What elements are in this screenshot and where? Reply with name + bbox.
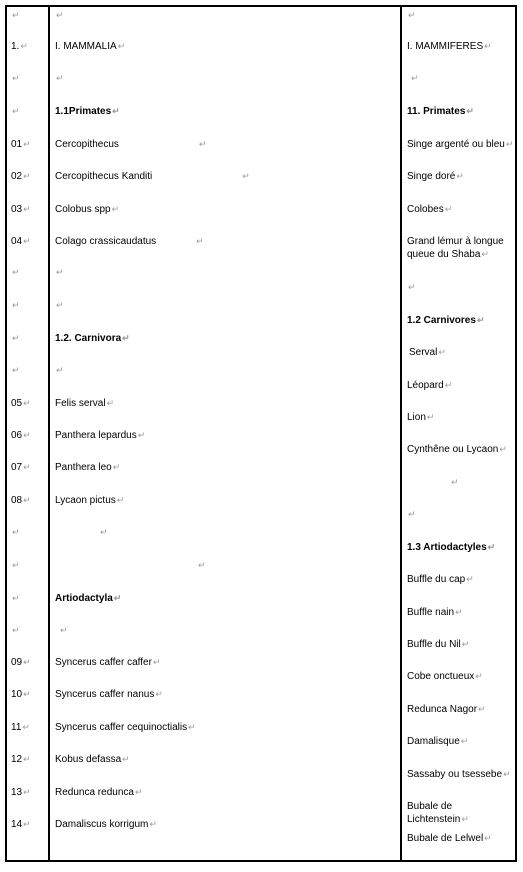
common-name: Cynthêne ou Lycaon↵ — [407, 444, 507, 455]
paragraph-mark: ↵ — [112, 462, 121, 472]
empty-cell — [11, 559, 20, 572]
paragraph-mark: ↵ — [23, 754, 31, 764]
species-name: Kobus defassa↵ — [55, 754, 130, 765]
paragraph-mark: ↵ — [499, 444, 507, 454]
paragraph-mark: ↵ — [111, 204, 120, 214]
paragraph-mark: ↵ — [505, 139, 514, 149]
empty-cell — [407, 508, 515, 521]
row-number: 1.↵ — [11, 41, 28, 52]
empty-cell — [11, 624, 20, 637]
empty-cell — [55, 364, 64, 377]
paragraph-mark: ↵ — [12, 560, 20, 570]
row-number: 04↵ — [11, 236, 31, 247]
paragraph-mark: ↵ — [12, 333, 20, 343]
paragraph-mark: ↵ — [23, 787, 31, 797]
paragraph-mark: ↵ — [152, 657, 161, 667]
subsection-heading: Artiodactyla↵ — [55, 593, 122, 604]
paragraph-mark: ↵ — [426, 412, 435, 422]
paragraph-mark: ↵ — [116, 495, 125, 505]
paragraph-mark: ↵ — [113, 593, 122, 603]
paragraph-mark: ↵ — [106, 398, 115, 408]
empty-cell — [407, 9, 515, 22]
species-name: Felis serval↵ — [55, 398, 115, 409]
species-name: Redunca redunca↵ — [55, 787, 143, 798]
empty-cell — [11, 332, 20, 345]
paragraph-mark: ↵ — [466, 574, 474, 584]
paragraph-mark: ↵ — [438, 347, 446, 357]
paragraph-mark: ↵ — [461, 814, 469, 824]
empty-cell — [11, 9, 20, 22]
common-name: Buffle du Nil↵ — [407, 639, 470, 650]
empty-cell — [407, 476, 515, 489]
row-number: 03↵ — [11, 204, 31, 215]
paragraph-mark: ↵ — [112, 106, 120, 116]
paragraph-mark: ↵ — [155, 689, 163, 699]
paragraph-mark: ↵ — [478, 704, 486, 714]
common-name: Cobe onctueux↵ — [407, 671, 483, 682]
row-number: 13↵ — [11, 787, 31, 798]
common-name: Bubale de Lichtenstein↵ — [407, 801, 469, 825]
empty-cell — [55, 266, 64, 279]
common-name: Lion↵ — [407, 412, 435, 423]
empty-cell — [55, 72, 64, 85]
empty-cell — [11, 299, 20, 312]
empty-cell — [407, 72, 515, 85]
section-heading: I. MAMMIFERES↵ — [407, 41, 492, 52]
paragraph-mark: ↵ — [460, 736, 469, 746]
paragraph-mark: ↵ — [134, 787, 143, 797]
common-name: Colobes↵ — [407, 204, 453, 215]
row-number: 06↵ — [11, 430, 31, 441]
paragraph-mark: ↵ — [198, 139, 207, 149]
empty-cell — [11, 526, 20, 539]
species-name: Syncerus caffer cequinoctialis↵ — [55, 722, 196, 733]
paragraph-mark: ↵ — [100, 527, 108, 537]
paragraph-mark: ↵ — [23, 236, 31, 246]
empty-cell — [55, 526, 108, 539]
common-name: Singe doré↵ — [407, 171, 464, 182]
column-divider-2 — [400, 5, 402, 862]
common-name: Redunca Nagor↵ — [407, 704, 486, 715]
paragraph-mark: ↵ — [408, 509, 416, 519]
paragraph-mark: ↵ — [12, 365, 20, 375]
paragraph-mark: ↵ — [23, 398, 31, 408]
paragraph-mark: ↵ — [196, 236, 204, 246]
paragraph-mark: ↵ — [122, 333, 130, 343]
paragraph-mark: ↵ — [411, 73, 419, 83]
row-number: 12↵ — [11, 754, 31, 765]
paragraph-mark: ↵ — [12, 300, 20, 310]
paragraph-mark: ↵ — [451, 477, 459, 487]
empty-cell — [11, 266, 20, 279]
species-name: Cercopithecus Kanditi ↵ — [55, 171, 250, 182]
paragraph-mark: ↵ — [20, 41, 28, 51]
paragraph-mark: ↵ — [484, 41, 492, 51]
subsection-heading: 1.2 Carnivores↵ — [407, 315, 485, 326]
species-name: Lycaon pictus↵ — [55, 495, 125, 506]
species-name: Colobus spp↵ — [55, 204, 120, 215]
empty-cell — [11, 72, 20, 85]
paragraph-mark: ↵ — [22, 722, 30, 732]
paragraph-mark: ↵ — [198, 560, 206, 570]
paragraph-mark: ↵ — [117, 41, 126, 51]
common-name: Buffle du cap↵ — [407, 574, 474, 585]
species-name: Cercopithecus ↵ — [55, 139, 207, 150]
row-number: 05↵ — [11, 398, 31, 409]
empty-cell — [55, 9, 64, 22]
empty-cell — [11, 364, 20, 377]
row-number: 02↵ — [11, 171, 31, 182]
subsection-heading: 1.3 Artiodactyles↵ — [407, 542, 496, 553]
paragraph-mark: ↵ — [476, 315, 485, 325]
paragraph-mark: ↵ — [12, 73, 20, 83]
paragraph-mark: ↵ — [56, 73, 64, 83]
paragraph-mark: ↵ — [487, 542, 496, 552]
paragraph-mark: ↵ — [408, 282, 416, 292]
paragraph-mark: ↵ — [12, 106, 20, 116]
paragraph-mark: ↵ — [466, 106, 474, 116]
species-name: Damaliscus korrigum↵ — [55, 819, 157, 830]
species-name: Colago crassicaudatus ↵ — [55, 236, 204, 247]
paragraph-mark: ↵ — [12, 267, 20, 277]
paragraph-mark: ↵ — [23, 430, 31, 440]
empty-cell — [55, 624, 68, 637]
paragraph-mark: ↵ — [455, 607, 463, 617]
paragraph-mark: ↵ — [12, 593, 20, 603]
paragraph-mark: ↵ — [56, 300, 64, 310]
empty-cell — [407, 281, 515, 294]
common-name: Serval↵ — [409, 347, 446, 358]
species-name: Panthera lepardus↵ — [55, 430, 146, 441]
paragraph-mark: ↵ — [481, 249, 489, 259]
paragraph-mark: ↵ — [475, 671, 483, 681]
paragraph-mark: ↵ — [137, 430, 146, 440]
row-number: 10↵ — [11, 689, 31, 700]
empty-cell — [11, 592, 20, 605]
column-divider-1 — [48, 5, 50, 862]
species-name: Syncerus caffer caffer↵ — [55, 657, 161, 668]
common-name: Léopard↵ — [407, 380, 453, 391]
subsection-heading: 1.2. Carnivora↵ — [55, 333, 130, 344]
empty-cell — [55, 299, 64, 312]
row-number: 01↵ — [11, 139, 31, 150]
paragraph-mark: ↵ — [456, 171, 464, 181]
common-name: Bubale de Lelwel↵ — [407, 833, 492, 844]
paragraph-mark: ↵ — [23, 139, 31, 149]
paragraph-mark: ↵ — [503, 769, 511, 779]
common-name: Buffle nain↵ — [407, 607, 463, 618]
paragraph-mark: ↵ — [484, 833, 492, 843]
paragraph-mark: ↵ — [56, 365, 64, 375]
paragraph-mark: ↵ — [23, 657, 31, 667]
row-number: 11↵ — [11, 722, 30, 733]
subsection-heading: 1.1Primates↵ — [55, 106, 120, 117]
species-name: Syncerus caffer nanus↵ — [55, 689, 163, 700]
common-name: Grand lémur à longue queue du Shaba↵ — [407, 236, 504, 260]
empty-cell — [11, 105, 20, 118]
paragraph-mark: ↵ — [444, 204, 453, 214]
paragraph-mark: ↵ — [23, 462, 31, 472]
paragraph-mark: ↵ — [188, 722, 196, 732]
paragraph-mark: ↵ — [23, 689, 31, 699]
common-name: Singe argenté ou bleu↵ — [407, 139, 514, 150]
paragraph-mark: ↵ — [149, 819, 157, 829]
paragraph-mark: ↵ — [12, 625, 20, 635]
paragraph-mark: ↵ — [23, 495, 31, 505]
paragraph-mark: ↵ — [12, 10, 20, 20]
paragraph-mark: ↵ — [242, 171, 250, 181]
row-number: 14↵ — [11, 819, 31, 830]
paragraph-mark: ↵ — [12, 527, 20, 537]
common-name: Damalisque↵ — [407, 736, 469, 747]
paragraph-mark: ↵ — [56, 10, 64, 20]
subsection-heading: 11. Primates↵ — [407, 106, 474, 117]
paragraph-mark: ↵ — [60, 625, 68, 635]
paragraph-mark: ↵ — [122, 754, 130, 764]
common-name: Sassaby ou tsessebe↵ — [407, 769, 511, 780]
paragraph-mark: ↵ — [23, 204, 31, 214]
empty-cell — [55, 559, 206, 572]
species-name: Panthera leo↵ — [55, 462, 121, 473]
paragraph-mark: ↵ — [408, 10, 416, 20]
row-number: 09↵ — [11, 657, 31, 668]
paragraph-mark: ↵ — [56, 267, 64, 277]
paragraph-mark: ↵ — [461, 639, 470, 649]
section-heading: I. MAMMALIA↵ — [55, 41, 126, 52]
paragraph-mark: ↵ — [23, 171, 31, 181]
paragraph-mark: ↵ — [23, 819, 31, 829]
row-number: 08↵ — [11, 495, 31, 506]
paragraph-mark: ↵ — [444, 380, 453, 390]
row-number: 07↵ — [11, 462, 31, 473]
